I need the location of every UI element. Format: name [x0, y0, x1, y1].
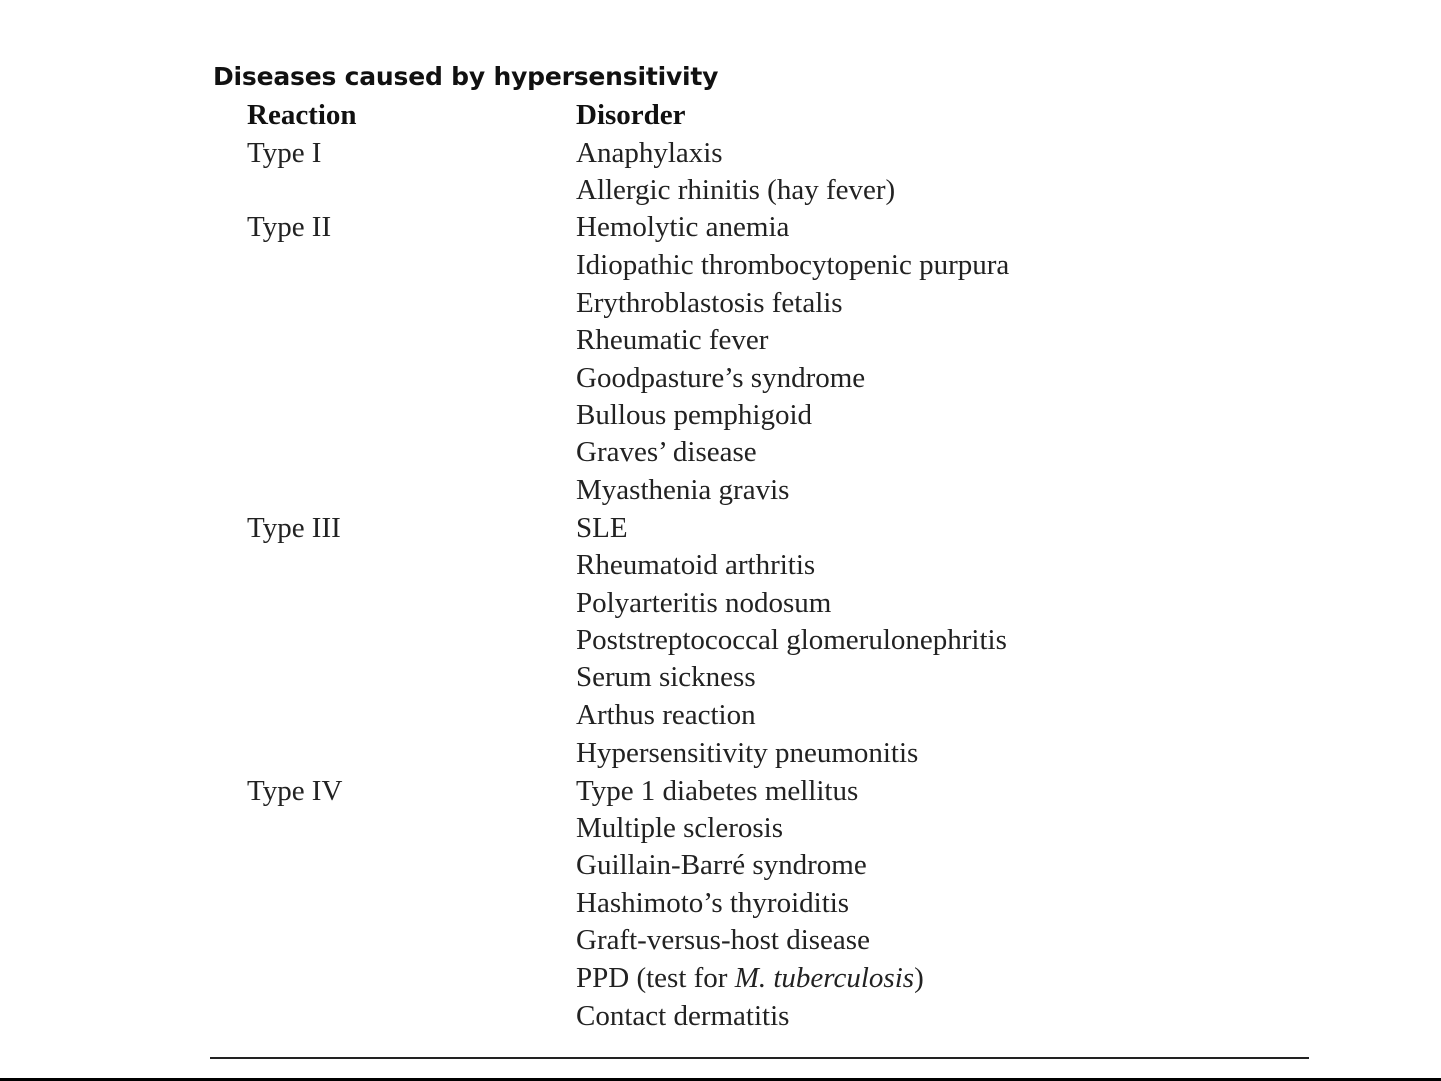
ppd-organism: M. tuberculosis [734, 962, 915, 994]
disorder-row: SLE [576, 512, 628, 544]
reaction-type-3: Type III [247, 512, 341, 544]
disorder-row: Graves’ disease [576, 436, 757, 468]
disorder-row: Contact dermatitis [576, 1000, 790, 1032]
disorder-row: Anaphylaxis [576, 137, 723, 169]
disorder-row: Graft-versus-host disease [576, 924, 870, 956]
ppd-suffix: ) [914, 962, 924, 994]
disorder-row: Serum sickness [576, 661, 756, 693]
disorder-row: Hypersensitivity pneumonitis [576, 737, 919, 769]
disorder-row: Allergic rhinitis (hay fever) [576, 174, 896, 206]
disorder-row: Rheumatic fever [576, 324, 769, 356]
disorder-row: Bullous pemphigoid [576, 399, 813, 431]
disorder-row: Rheumatoid arthritis [576, 549, 816, 581]
disorder-row: Poststreptococcal glomerulonephritis [576, 624, 1007, 656]
disorder-row-ppd [576, 960, 924, 996]
table-title: Diseases caused by hypersensitivity [213, 62, 719, 91]
disorder-row: Type 1 diabetes mellitus [576, 775, 859, 807]
reaction-type-4: Type IV [247, 775, 343, 807]
disorder-row: Polyarteritis nodosum [576, 587, 832, 619]
disorder-row: Hashimoto’s thyroiditis [576, 887, 850, 919]
disorder-row: Goodpasture’s syndrome [576, 362, 866, 394]
disorder-row: Hemolytic anemia [576, 211, 790, 243]
disorder-row: Arthus reaction [576, 699, 756, 731]
header-reaction: Reaction [247, 99, 357, 131]
disorder-row: Myasthenia gravis [576, 474, 790, 506]
header-disorder: Disorder [576, 99, 686, 131]
disorder-row: Idiopathic thrombocytopenic purpura [576, 249, 1010, 281]
disorder-row: Erythroblastosis fetalis [576, 287, 843, 319]
ppd-prefix: PPD (test for [576, 962, 735, 994]
disorder-row: Multiple sclerosis [576, 812, 784, 844]
table-bottom-rule [210, 1057, 1309, 1059]
reaction-type-1: Type I [247, 137, 322, 169]
disorder-row: Guillain-Barré syndrome [576, 849, 867, 881]
reaction-type-2: Type II [247, 211, 332, 243]
